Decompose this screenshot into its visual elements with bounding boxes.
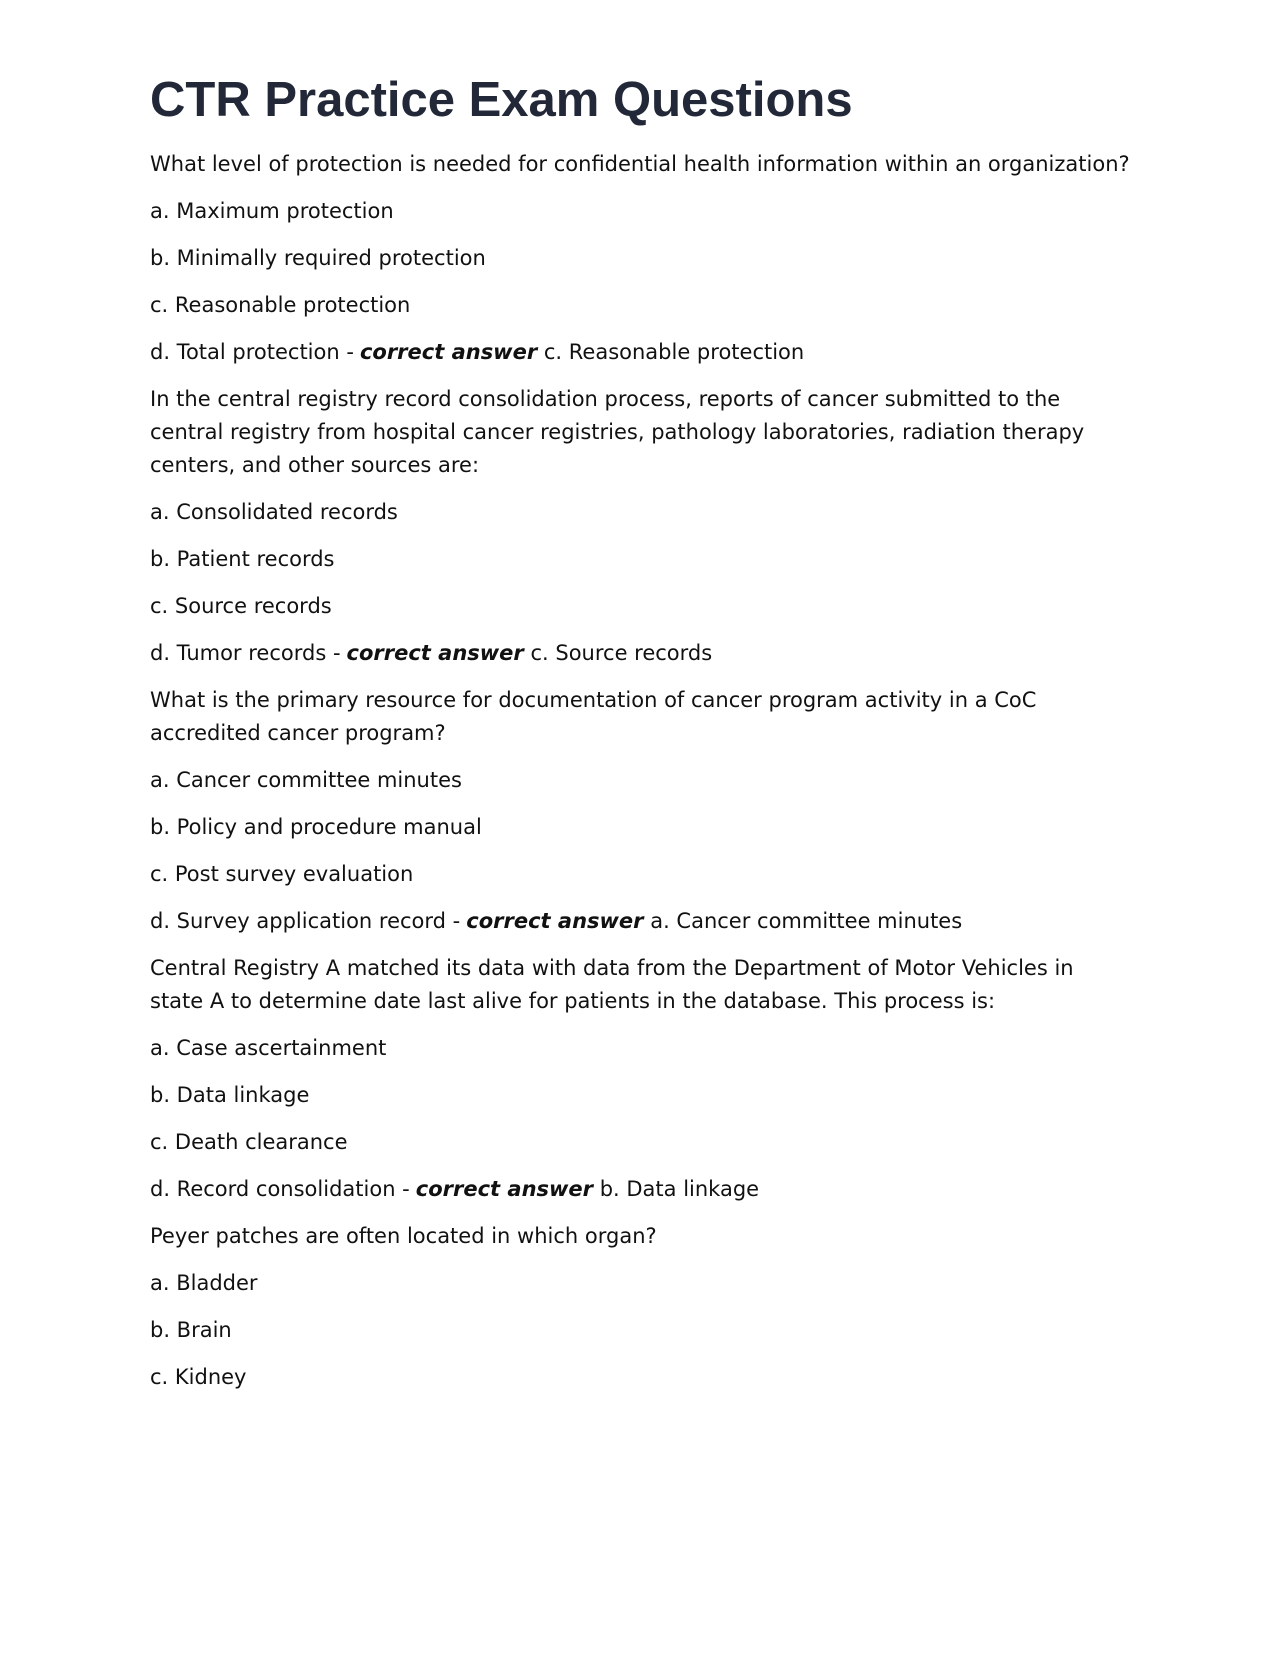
- question-stem: What is the primary resource for documentation of cancer program activity in a CoC accredited cancer program?: [150, 688, 1037, 745]
- option-b: b. Patient records: [150, 547, 335, 571]
- option-b: b. Data linkage: [150, 1083, 310, 1107]
- correct-answer-label: correct answer: [346, 641, 524, 665]
- option-d-with-answer: [150, 623, 1130, 670]
- option-d-with-answer: [150, 322, 1130, 369]
- option-a: a. Consolidated records: [150, 500, 398, 524]
- option-a: a. Case ascertainment: [150, 1036, 387, 1060]
- option-a: a. Cancer committee minutes: [150, 768, 462, 792]
- question-4: [150, 938, 1130, 1206]
- option-a: a. Maximum protection: [150, 199, 394, 223]
- option-b: b. Minimally required protection: [150, 246, 486, 270]
- option-b: b. Policy and procedure manual: [150, 815, 482, 839]
- question-2: [150, 369, 1130, 670]
- question-1: [150, 130, 1130, 369]
- option-d: d. Survey application record -: [150, 909, 461, 933]
- question-stem: In the central registry record consolidation process, reports of cancer submitted to the central registry from hospital cancer registries, pathology laboratories, radiation therapy centers, and other sources are:: [150, 387, 1085, 477]
- option-b: b. Brain: [150, 1318, 232, 1342]
- correct-answer-label: correct answer: [466, 909, 644, 933]
- correct-answer-text: a. Cancer committee minutes: [650, 909, 963, 933]
- question-stem: Peyer patches are often located in which organ?: [150, 1224, 657, 1248]
- option-d: d. Total protection -: [150, 340, 354, 364]
- question-stem: What level of protection is needed for confidential health information within an organization?: [150, 152, 1130, 176]
- option-c: c. Kidney: [150, 1365, 247, 1389]
- option-d: d. Record consolidation -: [150, 1177, 410, 1201]
- document-page: [150, 70, 1130, 1394]
- option-d-with-answer: [150, 891, 1130, 938]
- correct-answer-label: correct answer: [415, 1177, 594, 1201]
- question-5: [150, 1206, 1130, 1394]
- option-d: d. Tumor records -: [150, 641, 341, 665]
- option-c: c. Death clearance: [150, 1130, 348, 1154]
- question-3: [150, 670, 1130, 938]
- option-c: c. Reasonable protection: [150, 293, 411, 317]
- correct-answer-label: correct answer: [359, 340, 538, 364]
- option-d-with-answer: [150, 1159, 1130, 1206]
- option-c: c. Post survey evaluation: [150, 862, 414, 886]
- correct-answer-text: c. Reasonable protection: [543, 340, 805, 364]
- option-a: a. Bladder: [150, 1271, 258, 1295]
- option-c: c. Source records: [150, 594, 332, 618]
- correct-answer-text: b. Data linkage: [599, 1177, 760, 1201]
- page-title: CTR Practice Exam Questions: [150, 73, 853, 127]
- question-stem: Central Registry A matched its data with data from the Department of Motor Vehicles in state A to determine date last alive for patients in the database. This process is:: [150, 956, 1074, 1013]
- correct-answer-text: c. Source records: [530, 641, 713, 665]
